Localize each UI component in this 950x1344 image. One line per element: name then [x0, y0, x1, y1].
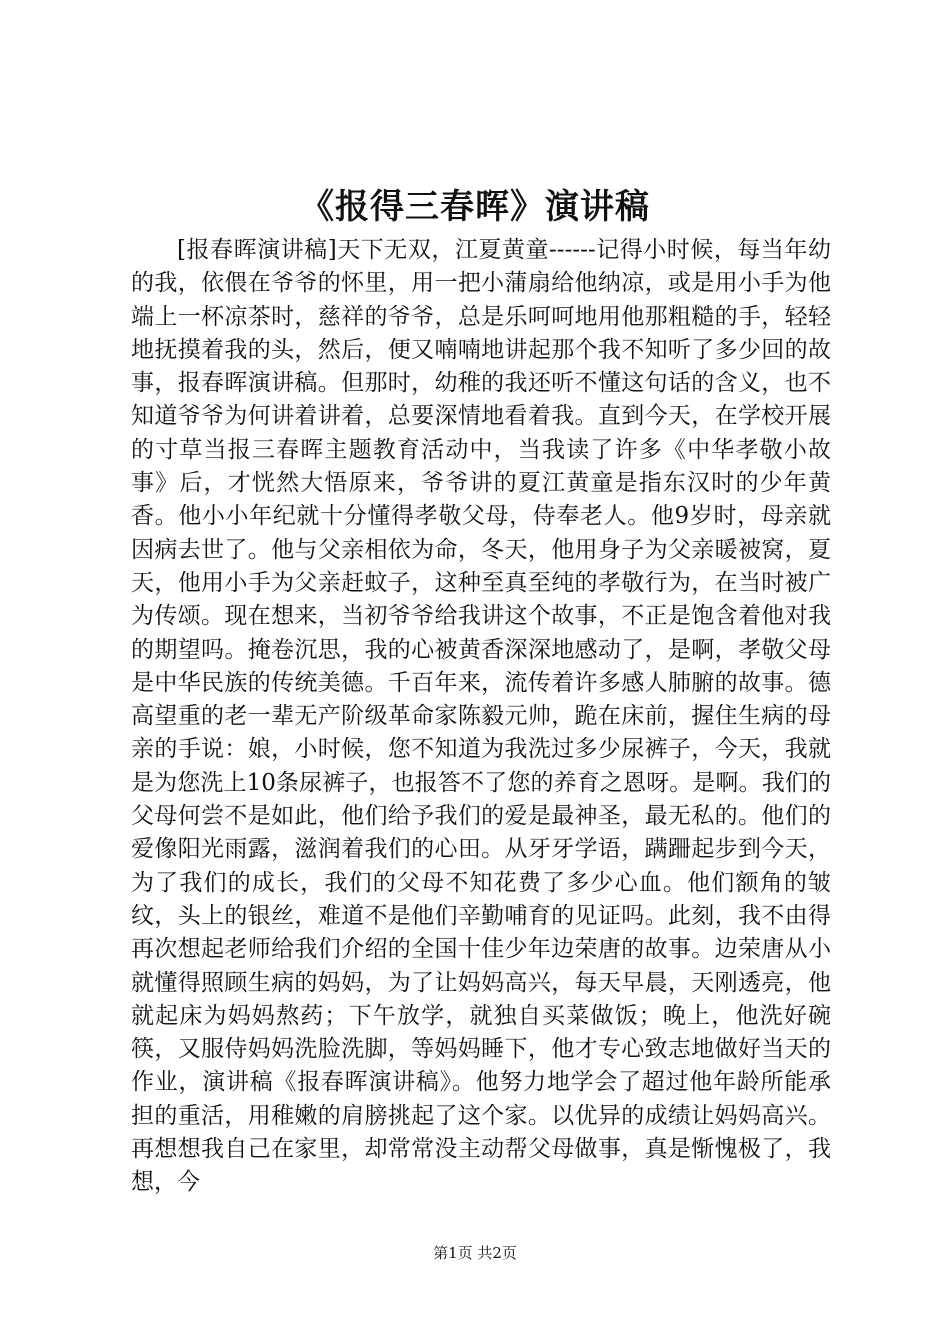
page-footer: 第1页 共2页	[433, 1244, 517, 1262]
body-paragraph: [报春晖演讲稿]天下无双，江夏黄童------记得小时候，每当年幼的我，依偎在爷爷的怀里，用一把小蒲扇给他纳凉，或是用小手为他端上一杯凉茶时，慈祥的爷爷，总是乐呵呵地用他那粗糙的手，轻轻地抚摸着我的头，然后，便又喃喃地讲起那个我不知听了多少回的故事，报春晖演讲稿。但那时，幼稚的我还听不懂这句话的含义，也不知道爷爷为何讲着讲着，总要深情地看着我。直到今天，在学校开展的寸草当报三春晖主题教育活动中，当我读了许多《中华孝敬小故事》后，才恍然大悟原来，爷爷讲的夏江黄童是指东汉时的少年黄香。他小小年纪就十分懂得孝敬父母，侍奉老人。他9岁时，母亲就因病去世了。他与父亲相依为命，冬天，他用身子为父亲暖被窝，夏天，他用小手为父亲赶蚊子，这种至真至纯的孝敬行为，在当时被广为传颂。现在想来，当初爷爷给我讲这个故事，不正是饱含着他对我的期望吗。掩卷沉思，我的心被黄香深深地感动了，是啊，孝敬父母是中华民族的传统美德。千百年来，流传着许多感人肺腑的故事。德高望重的老一辈无产阶级革命家陈毅元帅，跪在床前，握住生病的母亲的手说：娘，小时候，您不知道为我洗过多少尿裤子，今天，我就是为您洗上10条尿裤子，也报答不了您的养育之恩呀。是啊。我们的父母何尝不是如此，他们给予我们的爱是最神圣，最无私的。他们的爱像阳光雨露，滋润着我们的心田。从牙牙学语，蹒跚起步到今天，为了我们的成长，我们的父母不知花费了多少心血。他们额角的皱纹，头上的银丝，难道不是他们辛勤哺育的见证吗。此刻，我不由得再次想起老师给我们介绍的全国十佳少年边荣唐的故事。边荣唐从小就懂得照顾生病的妈妈，为了让妈妈高兴，每天早晨，天刚透亮，他就起床为妈妈熬药；下午放学，就独自买菜做饭；晚上，他洗好碗筷，又服侍妈妈洗脸洗脚，等妈妈睡下，他才专心致志地做好当天的作业，演讲稿《报春晖演讲稿》。他努力地学会了超过他年龄所能承担的重活，用稚嫩的肩膀挑起了这个家。以优异的成绩让妈妈高兴。再想想我自己在家里，却常常没主动帮父母做事，真是惭愧极了，我想，今	[131, 237, 831, 1196]
document-title: 《报得三春晖》演讲稿	[300, 187, 650, 227]
